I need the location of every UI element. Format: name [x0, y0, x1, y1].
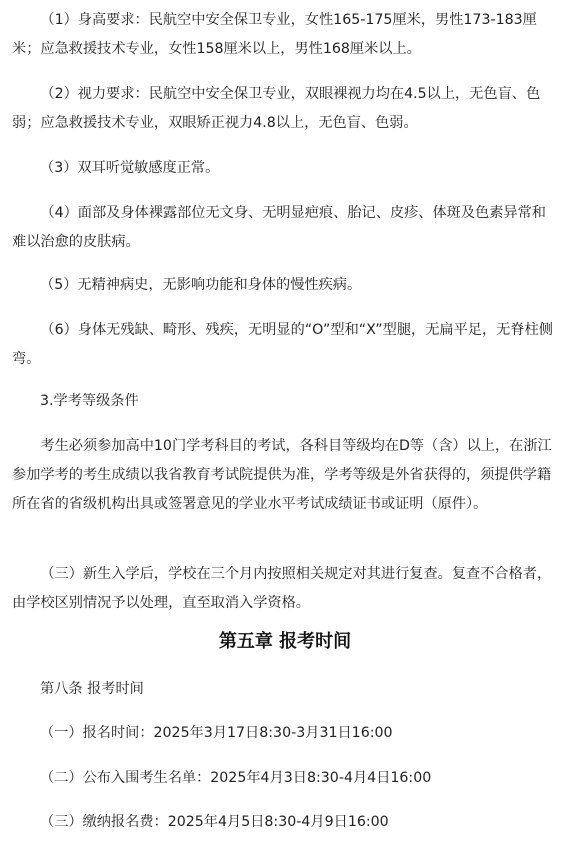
recheck-paragraph: （三）新生入学后，学校在三个月内按照相关规定对其进行复查。复查不合格者，由学校区别情况予以处理，直至取消入学资格。 — [12, 566, 552, 611]
chapter-title: 第五章 报考时间 — [218, 631, 352, 652]
article-heading: 第八条 报考时间 — [40, 681, 144, 697]
hearing-requirement-paragraph: （3）双耳听觉敏感度正常。 — [40, 160, 220, 176]
section-heading-exam-level: 3.学考等级条件 — [40, 393, 139, 409]
vision-requirement-paragraph: （2）视力要求：民航空中安全保卫专业，双眼裸视力均在4.5以上，无色盲、色弱；应急救援技术专业，双眼矫正视力4.8以上，无色盲、色弱。 — [12, 86, 541, 131]
exam-level-paragraph: 考生必须参加高中10门学考科目的考试，各科目等级均在D等（含）以上，在浙江参加学考的考生成绩以我省教育考试院提供为准，学考等级是外省获得的，须提供学籍所在省的省级机构出具或签署意见的学业水平考试成绩证书或证明（原件）。 — [12, 438, 552, 512]
fee-payment-time-item: （三）缴纳报名费：2025年4月5日8:30-4月9日16:00 — [40, 814, 389, 830]
height-requirement-paragraph: （1）身高要求：民航空中安全保卫专业，女性165-175厘米，男性173-183厘米；应急救援技术专业，女性158厘米以上，男性168厘米以上。 — [12, 12, 537, 57]
body-requirement-paragraph: （6）身体无残缺、畸形、残疾，无明显的“O”型和“X”型腿，无扁平足，无脊柱侧弯。 — [12, 322, 553, 367]
mental-health-paragraph: （5）无精神病史，无影响功能和身体的慢性疾病。 — [40, 277, 362, 293]
candidate-list-time-item: （二）公布入围考生名单：2025年4月3日8:30-4月4日16:00 — [40, 770, 432, 786]
skin-requirement-paragraph: （4）面部及身体裸露部位无文身、无明显疤痕、胎记、皮疹、体斑及色素异常和难以治愈的皮肤病。 — [12, 205, 546, 250]
registration-time-item: （一）报名时间：2025年3月17日8:30-3月31日16:00 — [40, 725, 393, 741]
